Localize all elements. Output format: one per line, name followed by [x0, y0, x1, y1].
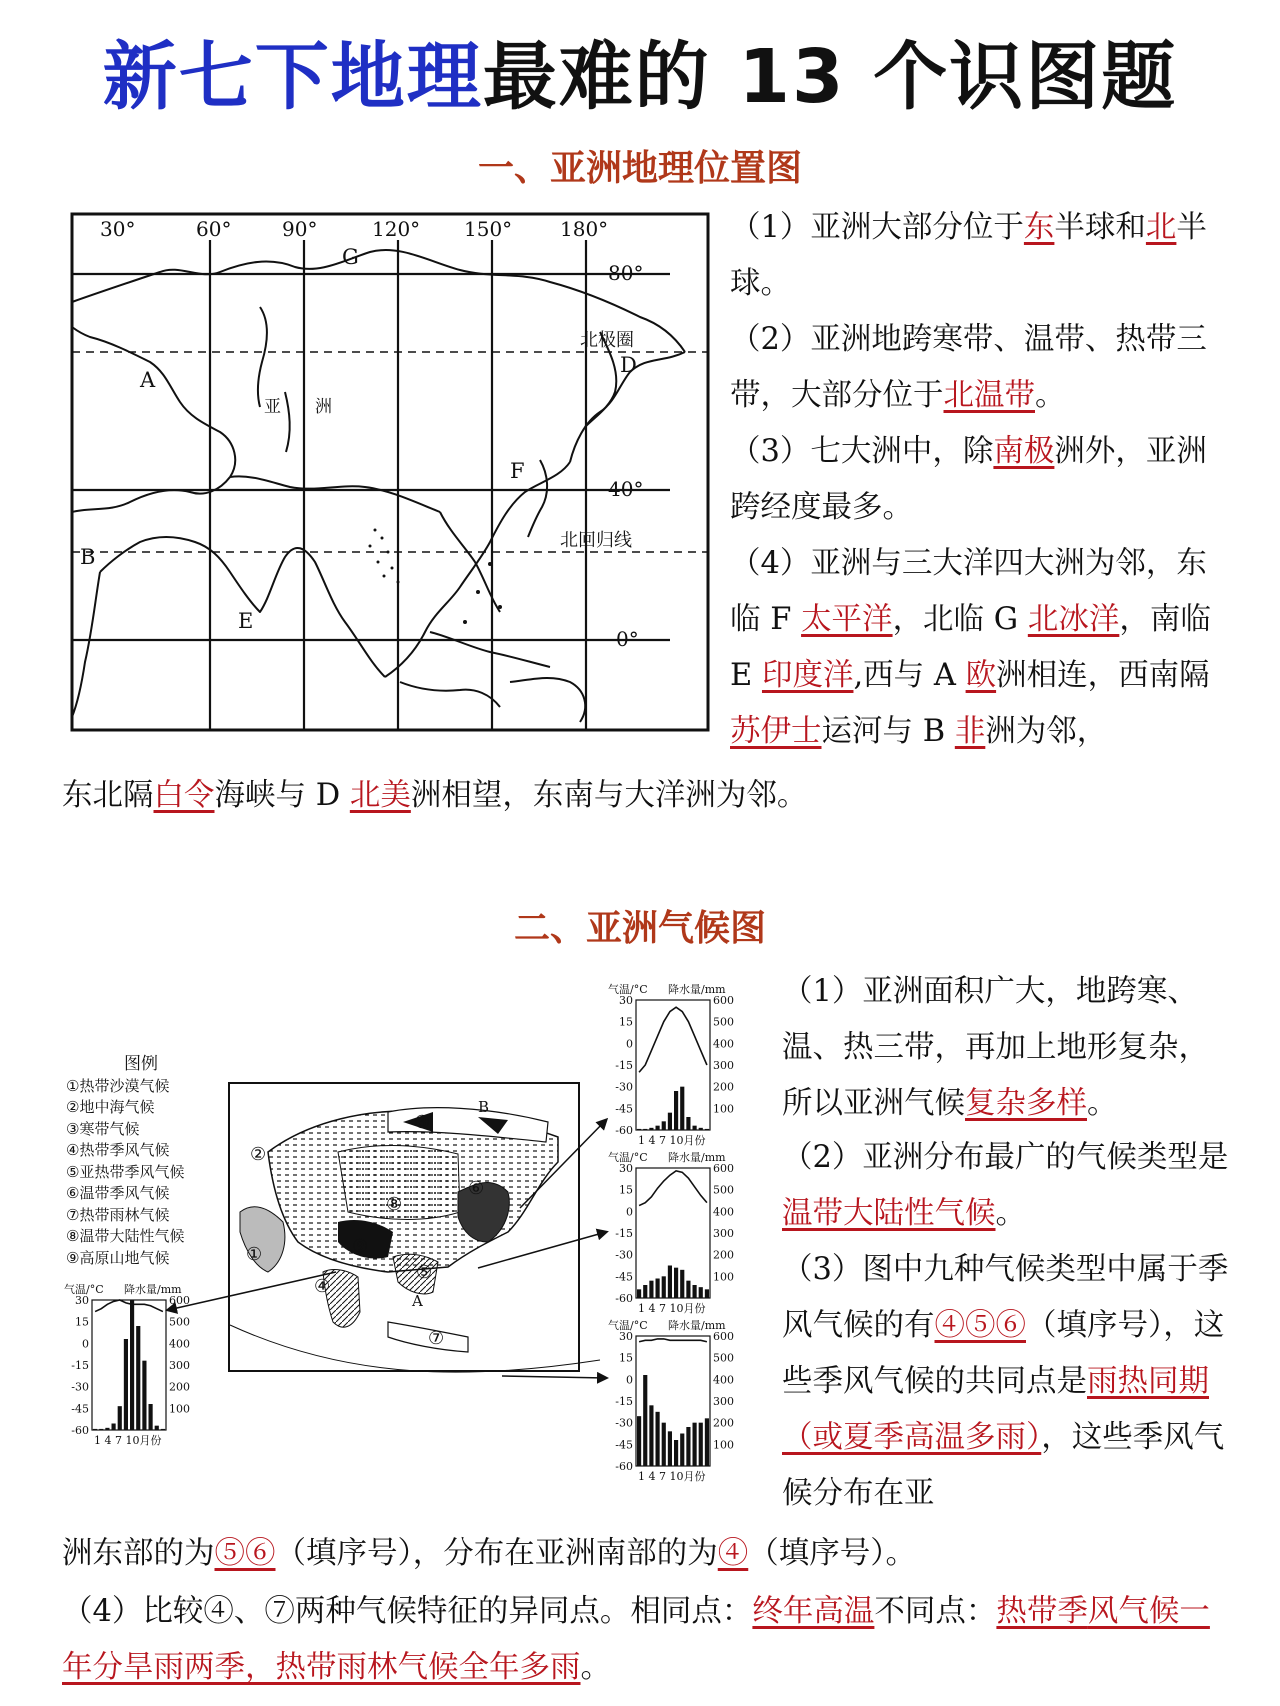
temp-tick: 30: [75, 1294, 89, 1307]
answer: 欧: [965, 658, 997, 693]
legend-item: ②地中海气候: [66, 1098, 155, 1116]
answer: ④⑤⑥: [934, 1308, 1026, 1343]
map-letter-f: F: [510, 459, 525, 483]
climate-chart-subtropical-monsoon: [606, 1150, 756, 1316]
precip-tick: 400: [713, 1037, 734, 1051]
text: 不同点：: [874, 1594, 997, 1629]
answer: 复杂多样: [965, 1086, 1087, 1121]
precip-bar: [142, 1361, 146, 1430]
temp-tick: -15: [615, 1395, 633, 1408]
text: 半球。: [730, 210, 1207, 301]
temp-tick: -45: [615, 1270, 633, 1284]
precip-tick: 600: [713, 994, 734, 1007]
temp-tick: -60: [615, 1460, 633, 1473]
precip-bar: [130, 1300, 134, 1430]
chart-frame: [636, 1168, 710, 1298]
map-letter-a: A: [140, 368, 156, 392]
text: （填序号），分布在亚洲南部的为: [275, 1536, 718, 1571]
precip-bar: [643, 1375, 647, 1466]
precip-bar: [680, 1270, 684, 1298]
temp-tick: -30: [71, 1380, 89, 1394]
precip-bar: [637, 1129, 641, 1130]
precip-bar: [705, 1289, 709, 1298]
temp-tick: -15: [71, 1359, 89, 1372]
climate-chart-tropical-rainforest: [606, 1318, 756, 1484]
text: （1）亚洲面积广大，地跨寒、温、热三带，再加上地形复杂，所以亚洲气候: [782, 974, 1209, 1121]
answer: 雨热同期（或夏季高温多雨）: [782, 1364, 1209, 1455]
precip-bar: [668, 1113, 672, 1130]
precip-tick: 400: [713, 1205, 734, 1219]
precip-tick: 500: [713, 1351, 734, 1365]
climate-label-2: ②: [250, 1144, 267, 1165]
text: （2）亚洲分布最广的气候类型是: [782, 1140, 1229, 1175]
map-lon-label: 30°: [100, 217, 136, 241]
legend-item: ⑧温带大陆性气候: [66, 1227, 185, 1245]
precip-bar: [693, 1285, 697, 1298]
map-lon-label: 150°: [464, 217, 513, 241]
section2-title: 二、亚洲气候图: [513, 908, 766, 949]
text: 半球和: [1054, 210, 1146, 245]
precip-bar: [112, 1424, 116, 1431]
precip-bar: [99, 1429, 103, 1430]
answer: 北温带: [943, 378, 1035, 413]
temp-tick: -60: [71, 1424, 89, 1437]
climate-label-1: ①: [246, 1244, 263, 1265]
precip-bar: [662, 1121, 666, 1130]
temp-axis-label: 气温/°C: [64, 1283, 104, 1296]
precip-axis-label: 降水量/mm: [668, 983, 726, 996]
temp-tick: 0: [626, 1373, 633, 1387]
precip-bar: [699, 1287, 703, 1298]
precip-tick: 100: [713, 1270, 734, 1284]
legend-item: ①热带沙漠气候: [66, 1076, 170, 1095]
text: （4）亚洲与三大洋四大洲为邻，东临 F: [730, 546, 1207, 637]
precip-tick: 300: [713, 1059, 734, 1072]
answer: 温带大陆性气候: [782, 1196, 996, 1231]
temp-line: [639, 1171, 707, 1206]
continent-label: 亚 洲: [264, 397, 332, 417]
precip-bar: [699, 1128, 703, 1130]
legend-item: ④热带季风气候: [66, 1141, 170, 1159]
temp-tick: 0: [626, 1205, 633, 1219]
temp-tick: 15: [619, 1351, 633, 1365]
precip-bar: [668, 1431, 672, 1466]
climate-label-7: ⑦: [428, 1328, 445, 1349]
text: 洲东部的为: [62, 1536, 215, 1571]
precip-bar: [693, 1423, 697, 1466]
text: 洲外，亚洲跨经度最多。: [730, 434, 1207, 525]
map-letter-e: E: [238, 609, 254, 633]
answer: 北美: [349, 778, 411, 813]
answer: 印度洋: [761, 658, 854, 693]
answer: 苏伊士: [730, 714, 822, 749]
precip-bar: [136, 1326, 140, 1430]
precip-bar: [649, 1405, 653, 1466]
map-lat-label: 0°: [616, 627, 639, 651]
chart-frame: [636, 1000, 710, 1130]
temp-axis-label: 气温/°C: [608, 1151, 648, 1164]
answer: 热带季: [996, 1594, 1088, 1629]
precip-bar: [637, 1289, 641, 1298]
answer: ④: [717, 1536, 749, 1571]
precip-bar: [649, 1128, 653, 1130]
answer: 南极: [993, 434, 1055, 469]
answer: 北: [1145, 210, 1177, 245]
precip-bar: [674, 1091, 678, 1130]
text: 。: [995, 1196, 1026, 1231]
text: 。: [580, 1650, 611, 1685]
precip-bar: [686, 1117, 690, 1130]
temp-tick: -30: [615, 1416, 633, 1430]
temp-line: [639, 1007, 707, 1072]
text: 洲相望，东南与大洋洲为邻。: [410, 778, 808, 813]
text: （填序号），这些季风气候的共同点是: [782, 1308, 1225, 1399]
title-rest: 最难的 13 个识图题: [482, 34, 1178, 120]
climate-letter-b: B: [478, 1098, 490, 1116]
s2-question-3: [782, 1242, 1232, 1522]
precip-bar: [118, 1406, 122, 1430]
month-ticks: 1 4 7 10月份: [94, 1434, 162, 1447]
legend-title: 图例: [124, 1054, 158, 1074]
precip-tick: 300: [713, 1227, 734, 1240]
temp-tick: -45: [615, 1438, 633, 1452]
map-letter-g: G: [342, 245, 359, 269]
precip-tick: 200: [713, 1080, 734, 1094]
text: 。: [1035, 378, 1066, 413]
climate-label-3: ③: [414, 1112, 431, 1133]
climate-chart-temperate-monsoon: [606, 982, 756, 1148]
section1-title: 一、亚洲地理位置图: [477, 148, 802, 189]
climate-label-5: ⑤: [416, 1262, 433, 1283]
temp-tick: 0: [82, 1337, 89, 1351]
text: ,西与 A: [853, 658, 966, 693]
map-letter-b: B: [80, 545, 96, 569]
precip-tick: 300: [713, 1395, 734, 1408]
climate-label-9: ⑨: [352, 1236, 369, 1257]
precip-axis-label: 降水量/mm: [668, 1151, 726, 1164]
precip-tick: 600: [713, 1162, 734, 1175]
precip-tick: 100: [713, 1102, 734, 1116]
temp-tick: 15: [619, 1015, 633, 1029]
legend-item: ⑦热带雨林气候: [66, 1205, 170, 1224]
temp-tick: -30: [615, 1080, 633, 1094]
precip-tick: 400: [713, 1373, 734, 1387]
precip-bar: [686, 1281, 690, 1298]
text: （1）亚洲大部分位于: [730, 210, 1024, 245]
precip-bar: [693, 1126, 697, 1130]
precip-bar: [149, 1404, 153, 1430]
precip-bar: [643, 1129, 647, 1130]
precip-bar: [656, 1126, 660, 1130]
temp-tick: 15: [75, 1315, 89, 1329]
temp-line: [95, 1300, 163, 1312]
precip-tick: 300: [169, 1359, 190, 1372]
precip-tick: 200: [713, 1416, 734, 1430]
map-lon-label: 90°: [282, 217, 318, 241]
precip-bar: [643, 1285, 647, 1298]
temp-tick: -15: [615, 1059, 633, 1072]
precip-bar: [680, 1087, 684, 1130]
text: ，这些季风气候分布在亚: [782, 1420, 1225, 1511]
precip-tick: 100: [169, 1402, 190, 1416]
precip-bar: [649, 1281, 653, 1298]
precip-bar: [674, 1268, 678, 1298]
precip-tick: 500: [713, 1183, 734, 1197]
precip-axis-label: 降水量/mm: [124, 1283, 182, 1296]
answer: 白令: [153, 778, 215, 813]
map-lon-label: 120°: [372, 217, 421, 241]
precip-bar: [680, 1434, 684, 1467]
temp-tick: -45: [615, 1102, 633, 1116]
legend-item: ⑥温带季风气候: [66, 1184, 170, 1202]
text: 洲为邻，: [985, 714, 1108, 749]
climate-chart-tropical-monsoon: [62, 1282, 212, 1448]
tropic-cancer-label: 北回归线: [560, 530, 632, 551]
climate-label-8: ⑧: [386, 1194, 403, 1215]
temp-tick: -45: [71, 1402, 89, 1416]
chart-frame: [92, 1300, 166, 1430]
precip-bar: [662, 1276, 666, 1298]
text: （3）图中九种气候类型中属于季风气候的有: [782, 1252, 1229, 1343]
answer: 北冰洋: [1027, 602, 1120, 637]
text: （2）亚洲地跨寒带、温带、热带三带，大部分位于: [730, 322, 1207, 413]
climate-letter-a: A: [412, 1292, 423, 1310]
answer: ⑤⑥: [214, 1536, 276, 1571]
month-ticks: 1 4 7 10月份: [638, 1470, 706, 1483]
precip-axis-label: 降水量/mm: [668, 1319, 726, 1332]
precip-tick: 600: [169, 1294, 190, 1307]
precip-bar: [705, 1129, 709, 1130]
precip-tick: 600: [713, 1330, 734, 1343]
precip-bar: [662, 1423, 666, 1466]
map-lon-label: 60°: [196, 217, 232, 241]
text: ，北临 G: [892, 602, 1028, 637]
temp-tick: 15: [619, 1183, 633, 1197]
climate-label-4: ④: [314, 1276, 331, 1297]
arctic-circle-label: 北极圈: [580, 330, 634, 351]
precip-bar: [686, 1427, 690, 1466]
text: 海峡与 D: [214, 778, 350, 813]
precip-tick: 400: [169, 1337, 190, 1351]
temp-tick: -30: [615, 1248, 633, 1262]
climate-label-6: ⑥: [468, 1178, 485, 1199]
temp-tick: 0: [626, 1037, 633, 1051]
temp-tick: 30: [619, 1162, 633, 1175]
text: 运河与 B: [821, 714, 955, 749]
s2-question-1: [782, 964, 1232, 1132]
precip-bar: [161, 1429, 165, 1430]
s2-question-3-continued: [62, 1528, 916, 1572]
precip-bar: [93, 1429, 97, 1430]
text: 。: [1087, 1086, 1118, 1121]
precip-tick: 200: [169, 1380, 190, 1394]
temp-tick: 30: [619, 994, 633, 1007]
map-letter-d: D: [620, 353, 637, 377]
precip-bar: [705, 1418, 709, 1466]
text: ，南临 E: [730, 602, 1211, 693]
map-lon-label: 180°: [560, 217, 609, 241]
temp-tick: -15: [615, 1227, 633, 1240]
precip-bar: [105, 1428, 109, 1430]
precip-bar: [155, 1426, 159, 1430]
text: （3）七大洲中，除: [730, 434, 994, 469]
map-lat-label: 80°: [608, 261, 644, 285]
precip-bar: [699, 1423, 703, 1466]
precip-tick: 500: [713, 1015, 734, 1029]
map-lat-label: 40°: [608, 477, 644, 501]
temp-tick: 30: [619, 1330, 633, 1343]
temp-axis-label: 气温/°C: [608, 983, 648, 996]
answer: 东: [1023, 210, 1055, 245]
text: 东北隔: [62, 778, 154, 813]
temp-tick: -60: [615, 1124, 633, 1137]
precip-bar: [656, 1412, 660, 1466]
precip-tick: 500: [169, 1315, 190, 1329]
s2-question-4: [62, 1584, 1232, 1696]
text: （4）比较④、⑦两种气候特征的异同点。相同点：: [62, 1594, 753, 1629]
precip-tick: 100: [713, 1438, 734, 1452]
title-highlight: 新七下地理: [102, 34, 483, 120]
text: （填序号）。: [748, 1536, 916, 1571]
temp-axis-label: 气温/°C: [608, 1319, 648, 1332]
text: 洲相连，西南隔: [996, 658, 1210, 693]
temp-tick: -60: [615, 1292, 633, 1305]
month-ticks: 1 4 7 10月份: [638, 1302, 706, 1315]
legend-item: ⑤亚热带季风气候: [66, 1162, 185, 1181]
precip-bar: [656, 1279, 660, 1299]
legend-item: ⑨高原山地气候: [66, 1248, 170, 1267]
s2-question-2: [782, 1130, 1232, 1242]
answer: 非: [954, 714, 986, 749]
answer: 太平洋: [801, 602, 893, 637]
answer: 风气候一年分旱雨两季，热带雨林气候全年多雨: [62, 1594, 1210, 1685]
precip-bar: [668, 1266, 672, 1299]
month-ticks: 1 4 7 10月份: [638, 1134, 706, 1147]
precip-tick: 200: [713, 1248, 734, 1262]
legend-item: ③寒带气候: [66, 1119, 140, 1138]
temp-line: [639, 1339, 707, 1342]
precip-bar: [674, 1440, 678, 1466]
answer: 终年高温: [752, 1594, 875, 1629]
precip-bar: [124, 1339, 128, 1430]
precip-bar: [637, 1416, 641, 1466]
